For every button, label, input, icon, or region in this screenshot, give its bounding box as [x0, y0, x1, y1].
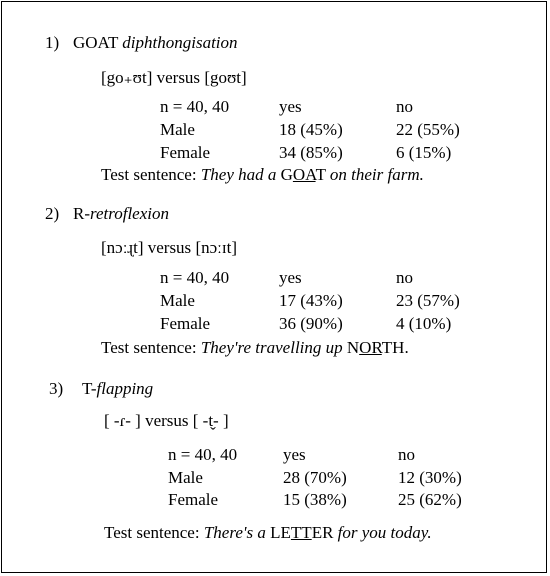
- variant-b: [nɔːɪt]: [195, 238, 237, 257]
- section-number: 1): [45, 33, 60, 52]
- versus-label: versus: [147, 238, 192, 257]
- row-label: Female: [160, 314, 211, 333]
- test-sentence-label: Test sentence:: [101, 338, 197, 357]
- test-sentence-label: Test sentence:: [104, 523, 200, 542]
- section-title: [73, 204, 169, 224]
- row-yes-value: 15 (38%): [283, 490, 347, 509]
- variant-a: [go₊ʊt]: [101, 68, 153, 87]
- target-word: NORTH.: [346, 338, 409, 357]
- target-word-underlined: OA: [292, 165, 316, 184]
- section-title-plain: T-: [82, 379, 97, 398]
- variant-comparison: [101, 68, 247, 88]
- section-title-plain: GOAT: [73, 33, 119, 52]
- section-title-italic: retroflexion: [90, 204, 169, 223]
- test-sentence: [101, 165, 424, 185]
- versus-label: versus: [156, 68, 201, 87]
- header-yes: yes: [283, 445, 306, 464]
- row-yes-value: 36 (90%): [279, 314, 343, 333]
- section-title-italic: flapping: [96, 379, 154, 398]
- header-n: n = 40, 40: [160, 97, 230, 116]
- header-no: no: [396, 268, 413, 287]
- target-word: LETTER: [270, 523, 334, 542]
- row-yes-value: 17 (43%): [279, 291, 343, 310]
- variant-comparison: [104, 411, 229, 431]
- row-yes-value: 28 (70%): [283, 468, 347, 487]
- document-frame: [1, 1, 547, 573]
- row-label: Female: [168, 490, 219, 509]
- row-label: Male: [160, 291, 195, 310]
- row-label: Male: [160, 120, 195, 139]
- header-n: n = 40, 40: [160, 268, 230, 287]
- row-yes-value: 34 (85%): [279, 143, 343, 162]
- sentence-pre: They're travelling up: [200, 338, 343, 357]
- section-title-italic: diphthongisation: [122, 33, 238, 52]
- row-label: Male: [168, 468, 203, 487]
- row-label: Female: [160, 143, 211, 162]
- header-n: n = 40, 40: [168, 445, 238, 464]
- variant-b: [ -t̬- ]: [192, 411, 229, 430]
- row-no-value: 6 (15%): [396, 143, 452, 162]
- sentence-pre: There's a: [203, 523, 266, 542]
- sentence-post: for you today.: [337, 523, 432, 542]
- row-no-value: 23 (57%): [396, 291, 460, 310]
- header-no: no: [396, 97, 413, 116]
- row-no-value: 4 (10%): [396, 314, 452, 333]
- header-no: no: [398, 445, 415, 464]
- row-no-value: 12 (30%): [398, 468, 462, 487]
- sentence-post: on their farm.: [329, 165, 424, 184]
- versus-label: versus: [145, 411, 189, 430]
- section-title: [73, 33, 238, 53]
- test-sentence: [104, 523, 432, 543]
- section-title: [82, 379, 153, 399]
- test-sentence: [101, 338, 409, 358]
- row-yes-value: 18 (45%): [279, 120, 343, 139]
- section-number: 2): [45, 204, 60, 223]
- variant-comparison: [101, 238, 237, 258]
- test-sentence-label: Test sentence:: [101, 165, 197, 184]
- variant-a: [nɔːɻt]: [101, 238, 144, 257]
- header-yes: yes: [279, 268, 302, 287]
- section-number: 3): [49, 379, 64, 398]
- target-word-underlined: TT: [290, 523, 312, 542]
- variant-b: [goʊt]: [204, 68, 247, 87]
- sentence-pre: They had a: [200, 165, 277, 184]
- section-title-plain: R-: [73, 204, 90, 223]
- target-word: GOAT: [280, 165, 326, 184]
- variant-a: [ -ɾ- ]: [104, 411, 141, 430]
- header-yes: yes: [279, 97, 302, 116]
- row-no-value: 25 (62%): [398, 490, 462, 509]
- target-word-underlined: OR: [359, 338, 382, 357]
- row-no-value: 22 (55%): [396, 120, 460, 139]
